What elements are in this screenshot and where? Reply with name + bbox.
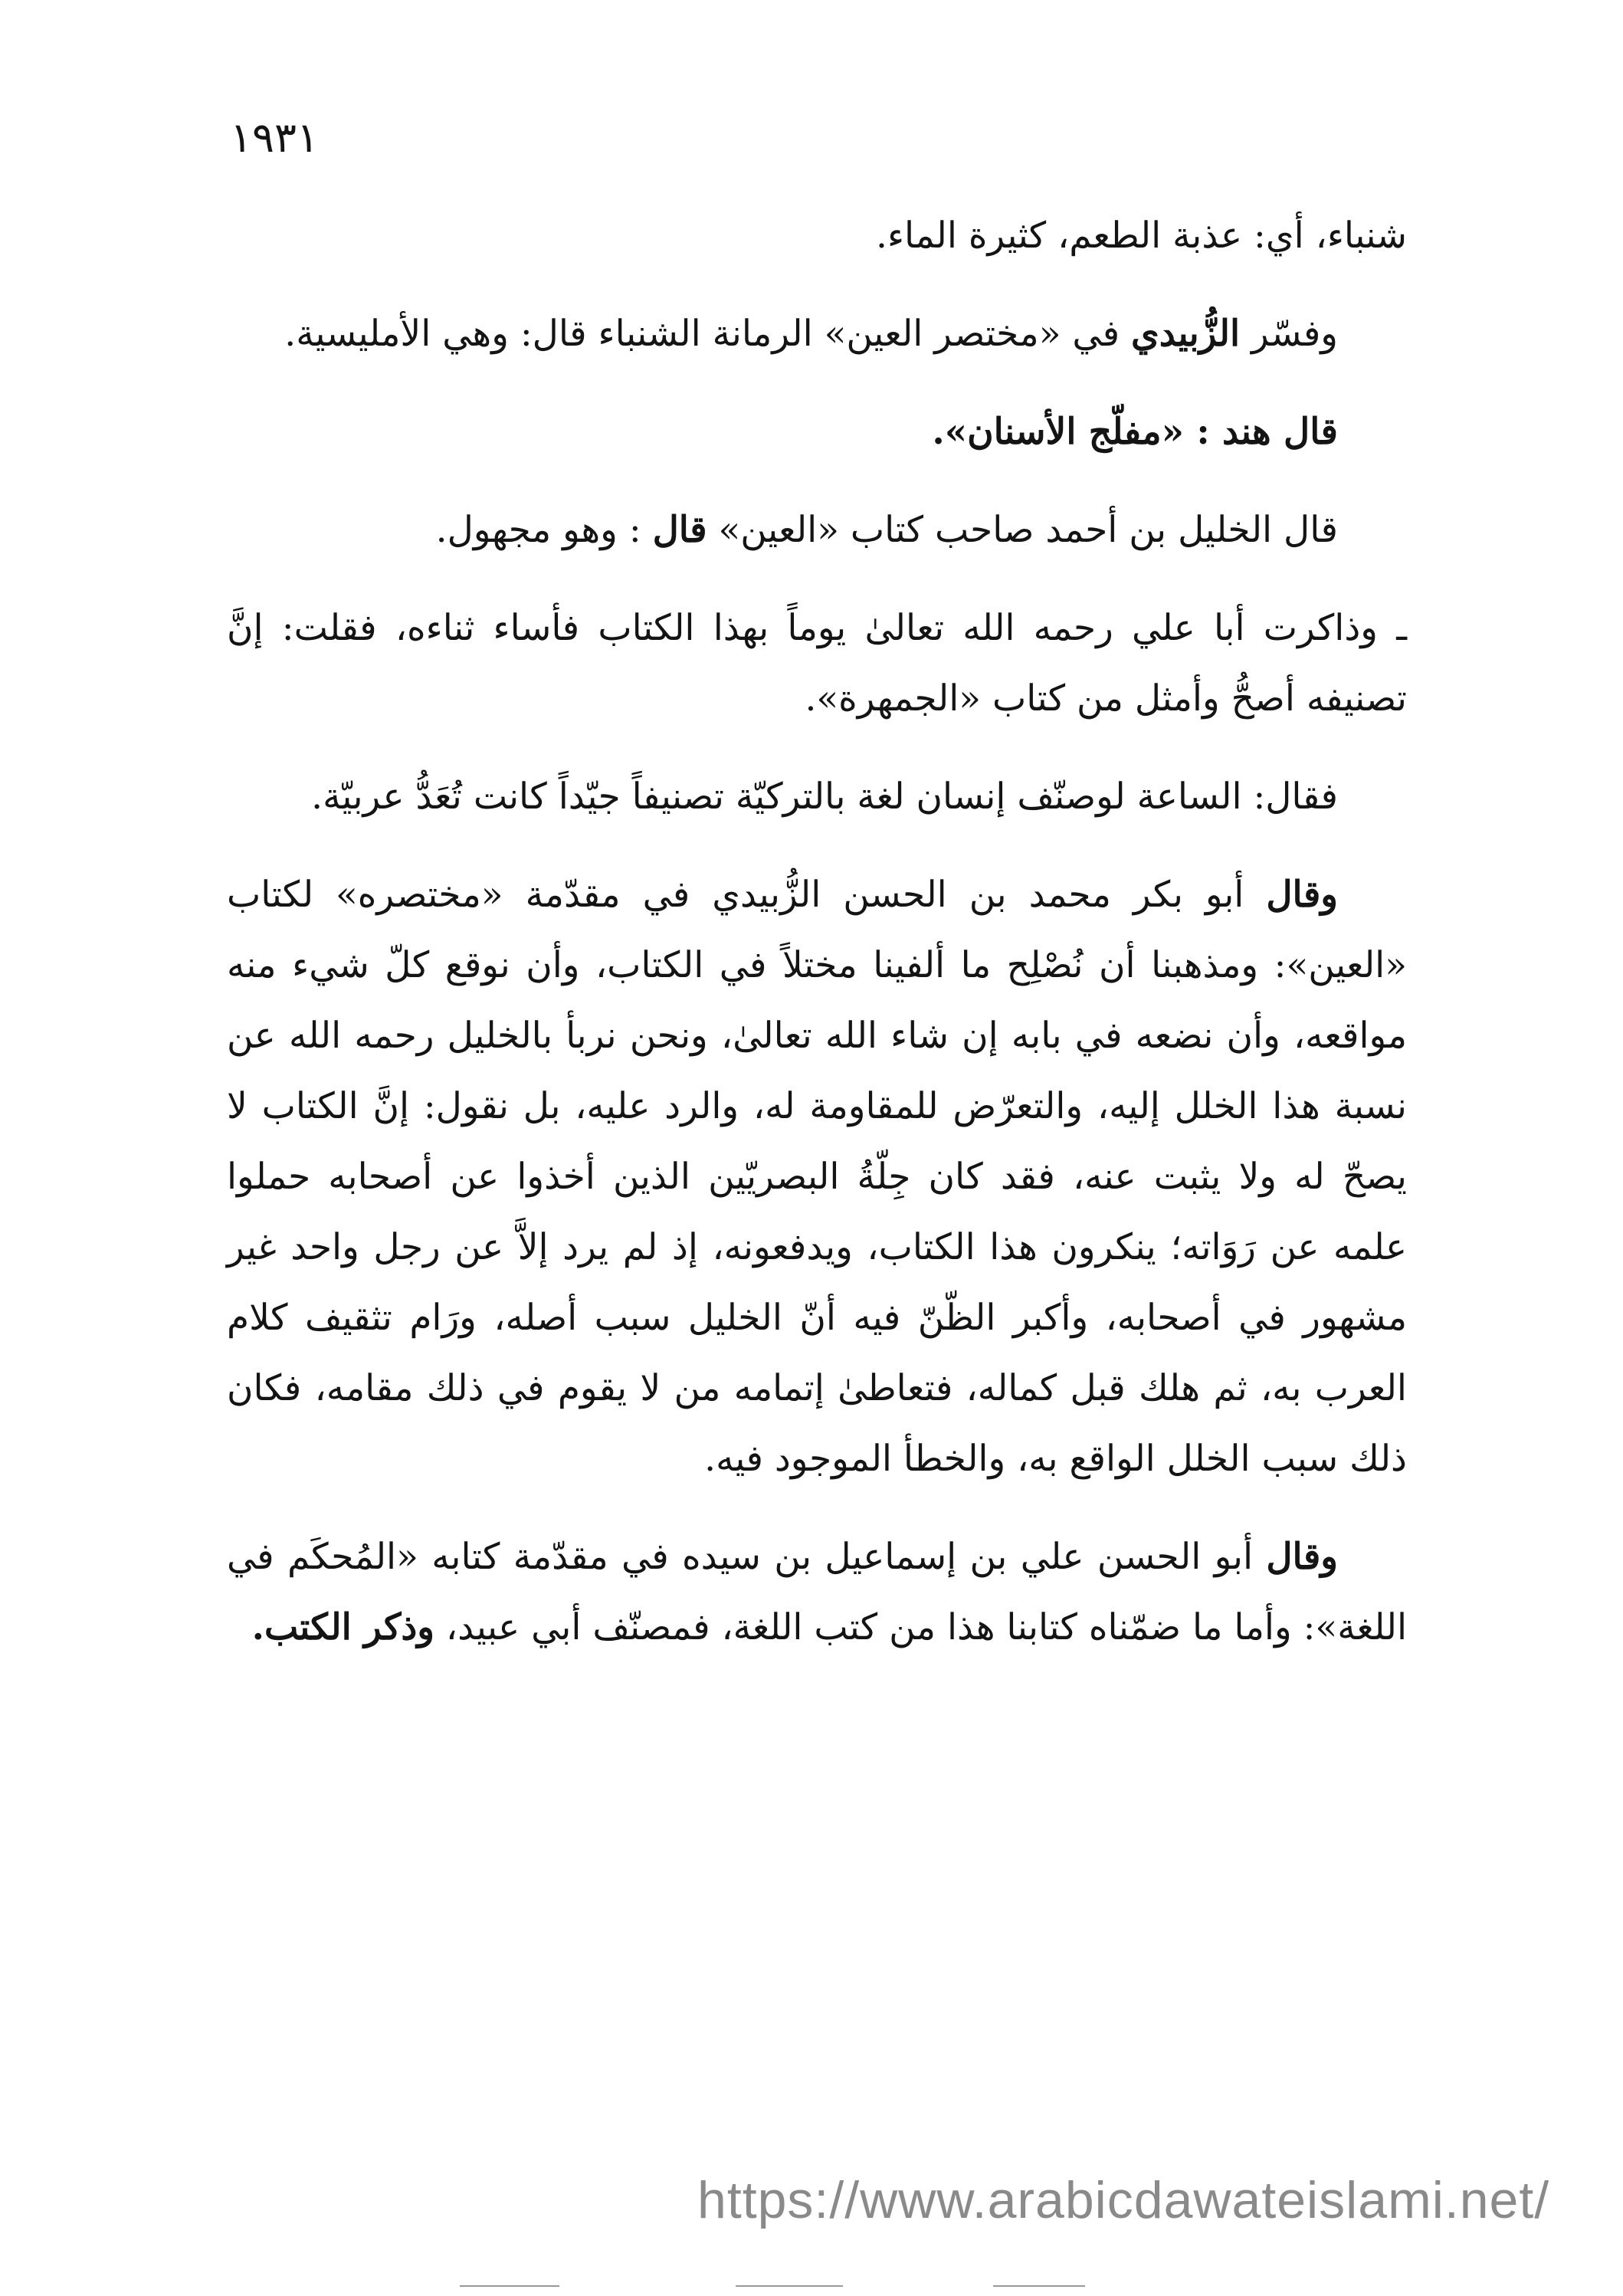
bold-text-run: وقال [1266,1536,1338,1578]
paragraph-p5 [227,593,1407,734]
text-run: في «مختصر العين» الرمانة الشنباء قال: وهي الأمليسية. [284,313,1131,355]
text-run: قال الخليل بن أحمد صاحب كتاب «العين» [707,509,1338,551]
paragraph-p2 [227,299,1407,369]
page-number: ١٩٣١ [230,113,320,162]
text-run: شنباء، أي: عذبة الطعم، كثيرة الماء. [876,215,1407,257]
paragraph-p8 [227,1522,1407,1663]
paragraph-p6 [227,762,1407,832]
paragraph-p3 [227,397,1407,467]
bold-text-run: «مفلّج الأسنان». [932,411,1184,453]
paragraph-p1 [227,201,1407,271]
text-run: فقال: الساعة لوصنّف إنسان لغة بالتركيّة تصنيفاً جيّداً كانت تُعَدُّ عربيّة. [311,776,1338,818]
paragraph-p4 [227,495,1407,566]
website-url[interactable]: https://www.arabicdawateislami.net/ [697,2171,1550,2229]
text-run: ـ وذاكرت أبا علي رحمه الله تعالىٰ يوماً بهذا الكتاب فأساء ثناءه، فقلت: إنَّ تصنيفه أصحُّ وأمثل من كتاب «الجمهرة». [227,607,1407,720]
bottom-rule-right [993,2285,1085,2287]
bold-text-run: الزُّبيدي [1130,313,1241,355]
text-run: وفسّر [1240,313,1338,355]
bold-text-run: وقال [1266,874,1338,916]
paragraph-p7 [227,860,1407,1494]
bold-text-run: قال [652,509,707,551]
bold-text-run: قال هند : [1183,411,1338,453]
bold-text-run: وذكر الكتب. [251,1606,434,1648]
body-text [227,201,1407,1691]
bottom-rule-middle [736,2285,843,2287]
text-run: أبو بكر محمد بن الحسن الزُّبيدي في مقدّمة «مختصره» لكتاب «العين»: ومذهبنا أن نُصْلِح ما ألفينا مختلاً في الكتاب، وأن نوقع كلّ شيء منه مواقعه، وأن نضعه في بابه إن شاء الله تعالىٰ، ونحن نربأ بالخليل رحمه الله عن نسبة هذا الخلل إليه، والتعرّض للمقاومة له، والرد عليه، بل نقول: إنَّ الكتاب لا يصحّ له ولا يثبت عنه، فقد كان جِلّةُ البصريّين الذين أخذوا عن أصحابه حملوا علمه عن رَوَاته؛ ينكرون هذا الكتاب، ويدفعونه، إذ لم يرد إلاَّ عن رجل واحد غير مشهور في أصحابه، وأكبر الظّنّ فيه أنّ الخليل سبب أصله، ورَام تثقيف كلام العرب به، ثم هلك قبل كماله، فتعاطىٰ إتمامه من لا يقوم في ذلك مقامه، فكان ذلك سبب الخلل الواقع به، والخطأ الموجود فيه. [227,874,1407,1480]
text-run: : وهو مجهول. [435,509,653,551]
text-run: أبو الحسن علي بن إسماعيل بن سيده في مقدّمة كتابه «المُحكَم في اللغة»: وأما ما ضمّناه كتابنا هذا من كتب اللغة، فمصنّف أبي عبيد، [227,1536,1407,1648]
bottom-rule-left [460,2285,559,2287]
